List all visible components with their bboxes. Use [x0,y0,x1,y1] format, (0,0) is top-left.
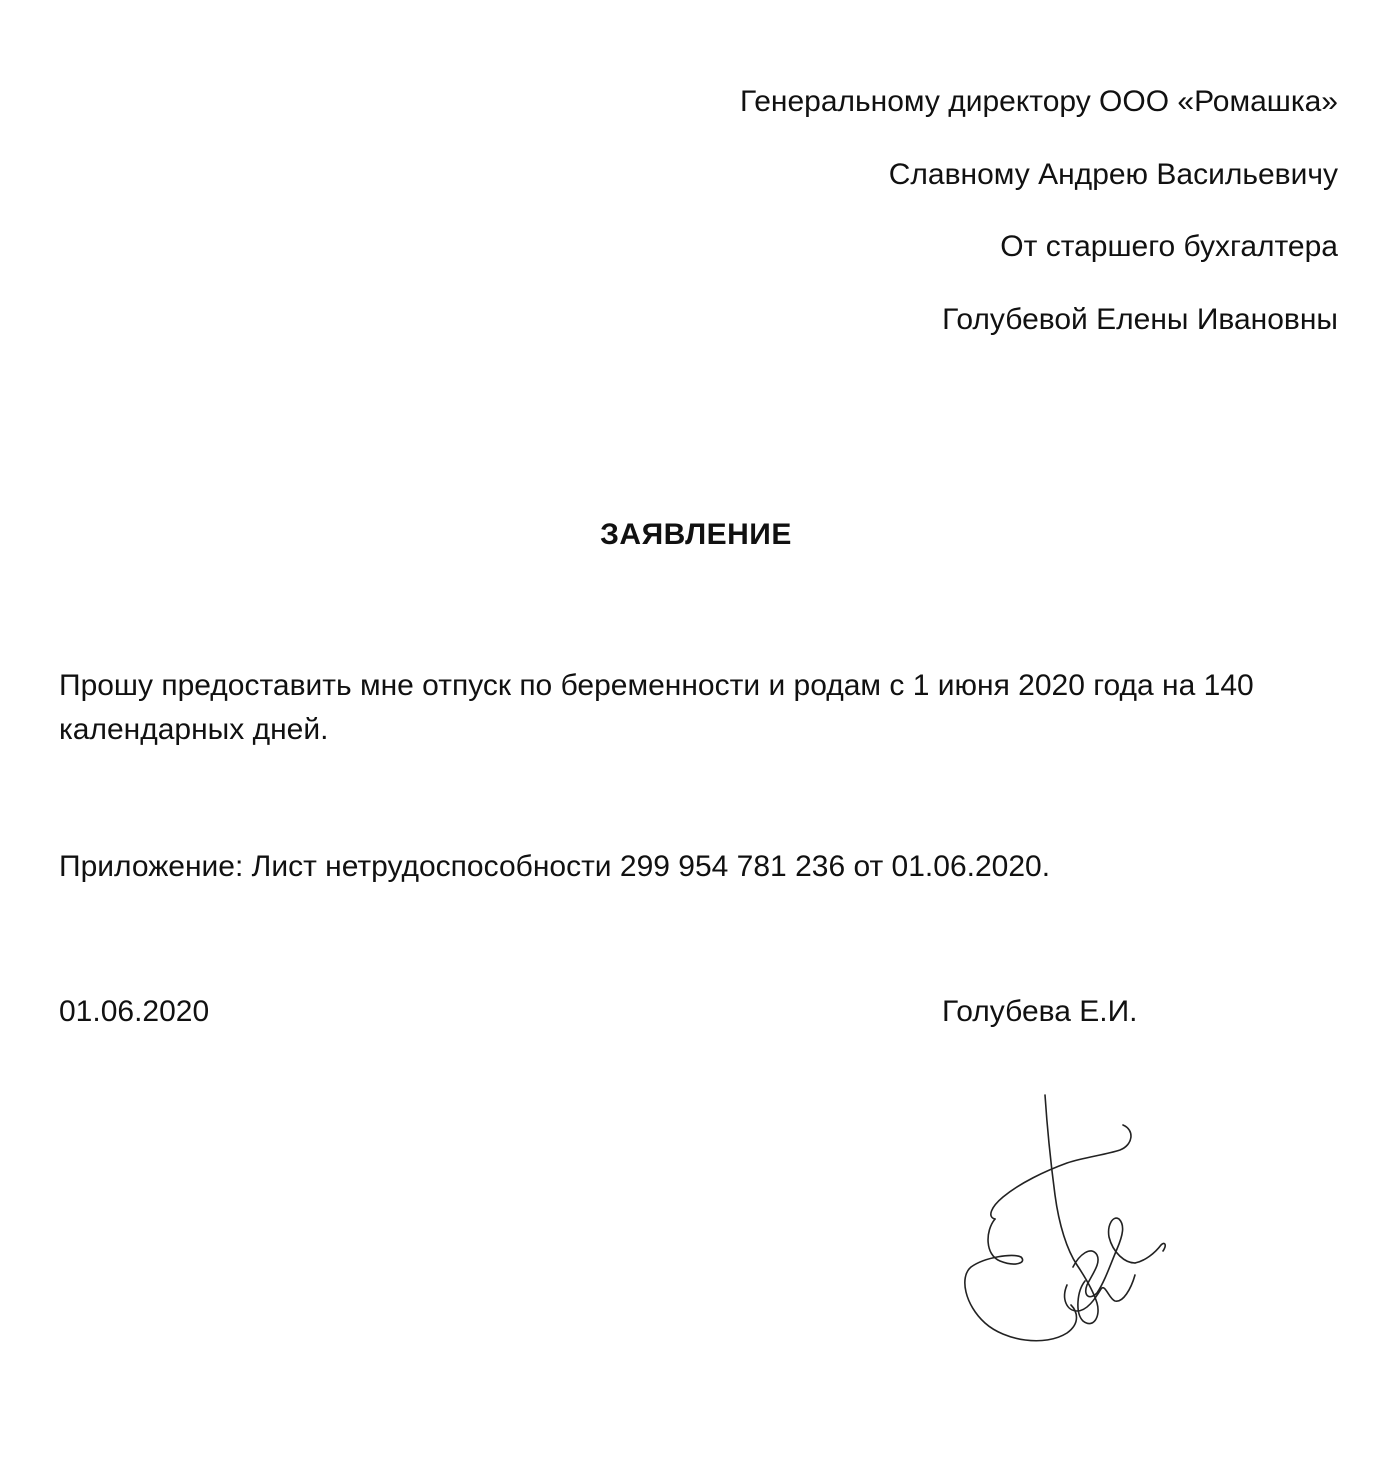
sender-name: Голубевой Елены Ивановны [942,303,1338,336]
handwritten-signature-icon [955,1085,1185,1365]
signer-name: Голубева Е.И. [942,995,1138,1028]
addressee-position: Генеральному директору ООО «Ромашка» [739,85,1338,118]
addressee-name: Славному Андрею Васильевичу [888,158,1338,191]
document-title: ЗАЯВЛЕНИЕ [600,518,792,551]
sender-position: От старшего бухгалтера [1000,230,1338,263]
attachment-line: Приложение: Лист нетрудоспособности 299 954 781 236 от 01.06.2020. [59,850,1051,883]
request-text: Прошу предоставить мне отпуск по беременности и родам с 1 июня 2020 года на 140 календарных дней. [59,669,1254,746]
document-date: 01.06.2020 [59,995,210,1028]
